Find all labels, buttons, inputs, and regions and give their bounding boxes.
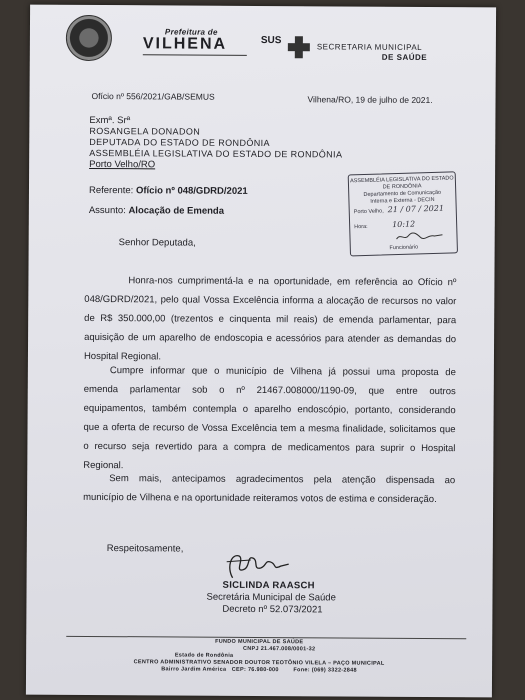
footer-line2: CNPJ 21.467.008/0001-32 xyxy=(242,645,316,653)
signer-name: SICLINDA RAASCH xyxy=(222,579,315,592)
paragraph-line: que a oferta de recurso de Vossa Excelência tem a mesma finalidade, solicitamos que xyxy=(83,421,456,436)
stamp-line3: Departamento de Comunicação xyxy=(363,189,442,198)
paragraph-line: aquisição de um aparelho de endoscopia e acessórios para atender as demandas do xyxy=(84,331,457,346)
recipient-org: ASSEMBLÉIA LEGISLATIVA DO ESTADO DE RONDÔNIA xyxy=(89,147,343,160)
place-date: Vilhena/RO, 19 de julho de 2021. xyxy=(307,94,433,106)
recipient-role: DEPUTADA DO ESTADO DE RONDÔNIA xyxy=(89,136,271,149)
footer-line5: Bairro Jardim América CEP: 76.980-000 Fone: (069) 3322-2848 xyxy=(161,666,357,674)
reception-stamp xyxy=(348,171,458,256)
secretaria-title: SECRETARIA MUNICIPAL xyxy=(316,42,423,52)
paragraph-3 xyxy=(83,469,455,509)
stamp-line4: Interna e Externa - DECIN xyxy=(370,196,435,205)
secretaria-subtitle: DE SAÚDE xyxy=(381,52,428,63)
paragraph-line: 048/GDRD/2021, pelo qual Vossa Excelência informa a alocação de recursos no valor xyxy=(84,293,457,308)
recipient-name: ROSANGELA DONADON xyxy=(89,125,201,137)
prefeitura-label: Prefeitura de xyxy=(164,27,218,37)
footer-line3: Estado de Rondônia xyxy=(174,652,234,659)
stamp-time-value: 10:12 xyxy=(392,219,416,230)
paragraph-line: Cumpre informar que o município de Vilhena já possui uma proposta de xyxy=(109,365,456,379)
paragraph-1 xyxy=(84,271,457,368)
signer-role: Secretária Municipal de Saúde xyxy=(206,591,336,604)
recipient-city: Porto Velho/RO xyxy=(89,158,156,171)
header-divider xyxy=(143,54,247,56)
stamp-line1: ASSEMBLÉIA LEGISLATIVA DO ESTADO xyxy=(349,175,454,185)
stamp-line2: DE RONDÔNIA xyxy=(382,183,422,191)
paragraph-2 xyxy=(83,361,456,477)
stamp-date-label: Porto Velho, xyxy=(353,208,384,216)
handwritten-signature xyxy=(223,548,293,582)
subject-value: Alocação de Emenda xyxy=(128,205,225,217)
office-number: Ofício nº 556/2021/GAB/SEMUS xyxy=(91,90,215,102)
municipal-seal-icon xyxy=(66,15,112,61)
reference-row xyxy=(89,185,248,198)
paragraph-line: Hospital Regional. xyxy=(83,350,162,363)
stamp-time-label: Hora: xyxy=(354,223,368,231)
paragraph-line: equipamentos, também contempla o aparelho endoscópio, portanto, considerando xyxy=(83,402,456,417)
signer-decree: Decreto nº 52.073/2021 xyxy=(222,603,323,616)
footer-line4: CENTRO ADMINISTRATIVO SENADOR DOUTOR TEOTÔNIO VILELA – PAÇO MUNICIPAL xyxy=(133,659,385,667)
stamp-signature xyxy=(394,231,444,242)
stamp-date-value: 21 / 07 / 2021 xyxy=(387,203,445,215)
greeting: Senhor Deputada, xyxy=(118,237,196,249)
prefeitura-name: VILHENA xyxy=(142,35,228,53)
paragraph-line: município de Vilhena e na oportunidade reiteramos votos de estima e consideração. xyxy=(83,491,437,506)
reference-value: Ofício nº 048/GDRD/2021 xyxy=(135,185,248,197)
paragraph-line: Honra-nos cumprimentá-la e na oportunidade, em referência ao Ofício nº xyxy=(128,275,457,289)
salutation-abbr: Exmª. Srª xyxy=(89,114,131,127)
paragraph-line: Regional. xyxy=(83,459,124,472)
closing: Respeitosamente, xyxy=(106,543,184,555)
subject-label: Assunto: xyxy=(88,204,126,217)
stamp-role-label: Funcionário xyxy=(389,244,419,252)
paragraph-line: Sem mais, antecipamos agradecimentos pela atenção dispensada ao xyxy=(109,473,456,487)
footer-line1: FUNDO MUNICIPAL DE SAÚDE xyxy=(215,638,304,646)
paragraph-line: emenda parlamentar sob o nº 21467.008000/1190-09, que entre outros xyxy=(83,383,456,398)
subject-row xyxy=(89,205,224,218)
reference-label: Referente: xyxy=(88,184,134,197)
paragraph-line: de R$ 350.000,00 (trezentos e cinquenta mil reais) de emenda parlamentar, para xyxy=(84,312,457,327)
paragraph-line: o recurso seja revertido para a compra de medicamentos para suprir o Hospital xyxy=(83,440,456,455)
sus-logo-text: SUS xyxy=(260,34,282,47)
letter-page xyxy=(26,5,496,698)
health-cross-icon xyxy=(288,36,310,58)
